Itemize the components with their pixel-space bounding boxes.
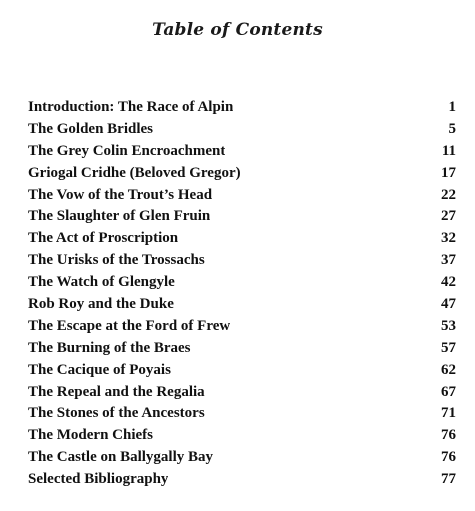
toc-entry-title: Rob Roy and the Duke [28,296,174,313]
toc-list [28,97,456,491]
toc-entry-title: The Repeal and the Regalia [28,383,205,400]
toc-entry-page: 42 [441,274,456,291]
toc-entry[interactable] [28,141,456,163]
toc-entry-title: Griogal Cridhe (Beloved Gregor) [28,164,241,181]
toc-entry-title: The Slaughter of Glen Fruin [28,208,211,225]
toc-entry[interactable] [28,382,456,404]
toc-entry-page: 76 [441,449,456,466]
toc-entry-title: Introduction: The Race of Alpin [28,99,234,115]
toc-entry-title: The Grey Colin Encroachment [28,142,226,159]
toc-entry-title: The Burning of the Braes [28,339,191,356]
toc-entry-page: 62 [441,361,456,378]
toc-entry-title: The Vow of the Trout’s Head [28,186,213,203]
toc-entry-title: The Cacique of Poyais [28,361,171,378]
toc-entry-page: 47 [441,296,456,313]
toc-entry[interactable] [28,338,456,360]
toc-entry-title: The Watch of Glengyle [28,274,175,291]
toc-entry[interactable] [28,360,456,382]
toc-entry-page: 37 [441,252,456,269]
toc-entry[interactable] [28,403,456,425]
toc-entry-page: 77 [441,471,456,488]
toc-entry-title: The Act of Proscription [28,230,179,247]
toc-entry[interactable] [28,97,456,119]
toc-entry-page: 53 [441,317,456,334]
toc-entry-title: The Golden Bridles [28,120,154,137]
toc-entry-page: 27 [441,208,456,225]
toc-entry-title: The Escape at the Ford of Frew [28,317,231,334]
toc-entry-page: 11 [441,142,456,159]
toc-entry[interactable] [28,447,456,469]
toc-entry-title: Selected Bibliography [28,471,169,488]
toc-entry-page: 57 [441,339,456,356]
toc-entry[interactable] [28,294,456,316]
toc-entry-title: The Stones of the Ancestors [28,405,205,422]
toc-entry-page: 1 [448,99,456,115]
toc-entry[interactable] [28,228,456,250]
toc-entry-page: 71 [441,405,456,422]
toc-entry-page: 32 [441,230,456,247]
toc-entry-title: The Modern Chiefs [28,427,153,444]
toc-entry-page: 67 [441,383,456,400]
toc-entry[interactable] [28,119,456,141]
toc-entry-title: The Castle on Ballygally Bay [28,449,214,466]
toc-entry-page: 76 [441,427,456,444]
toc-entry-page: 17 [441,164,456,181]
toc-entry[interactable] [28,250,456,272]
toc-entry[interactable] [28,185,456,207]
toc-entry[interactable] [28,316,456,338]
toc-entry-page: 22 [441,186,456,203]
toc-entry[interactable] [28,272,456,294]
toc-entry-page: 5 [448,120,456,137]
toc-entry[interactable] [28,425,456,447]
toc-entry[interactable] [28,206,456,228]
toc-entry[interactable] [28,469,456,491]
toc-entry[interactable] [28,163,456,185]
page-title: Table of Contents [152,20,323,40]
toc-entry-title: The Urisks of the Trossachs [28,252,205,269]
